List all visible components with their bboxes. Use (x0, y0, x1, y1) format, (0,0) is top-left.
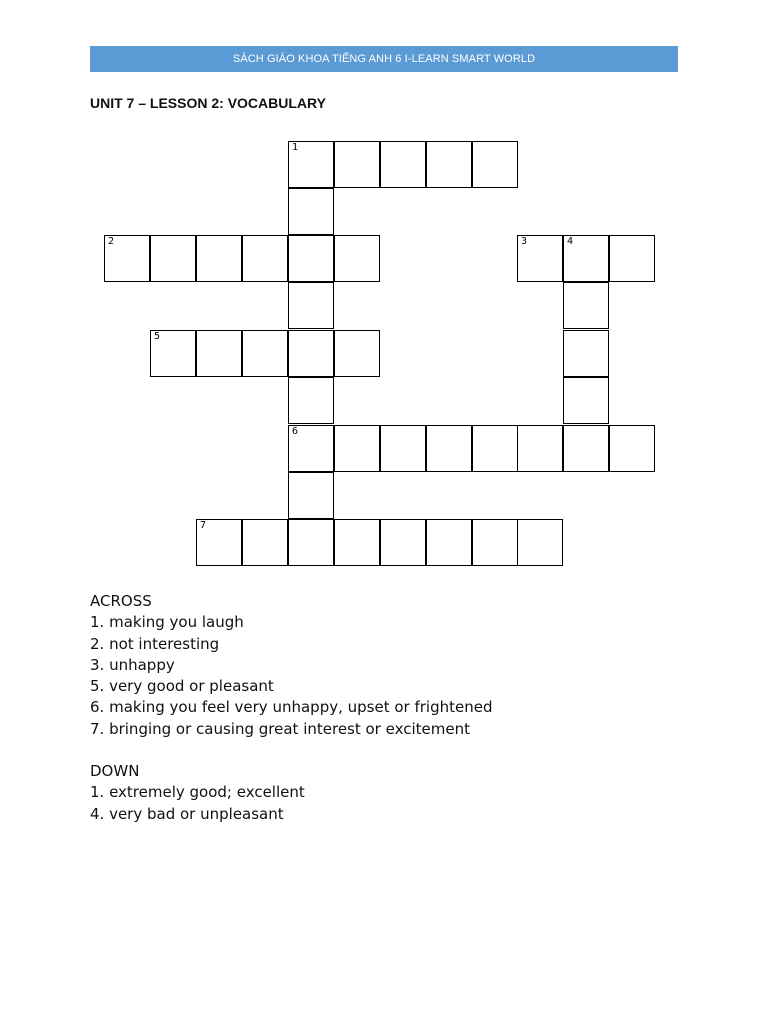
crossword-cell[interactable] (196, 330, 242, 377)
crossword-cell[interactable] (517, 425, 563, 472)
crossword-cell[interactable] (104, 235, 150, 282)
crossword-cell[interactable] (334, 330, 380, 377)
crossword-cell[interactable] (242, 519, 288, 566)
crossword-cell[interactable] (563, 377, 609, 424)
across-clue: 7. bringing or causing great interest or excitement (90, 719, 470, 738)
clue-number: 4 (567, 236, 574, 247)
crossword-cell[interactable] (563, 330, 609, 377)
across-heading: ACROSS (90, 592, 152, 610)
across-clue: 5. very good or pleasant (90, 677, 274, 696)
crossword-cell[interactable] (380, 141, 426, 188)
lesson-title: UNIT 7 – LESSON 2: VOCABULARY (90, 95, 326, 111)
down-heading: DOWN (90, 762, 140, 781)
across-clue: 1. making you laugh (90, 613, 244, 632)
clue-number: 5 (154, 331, 161, 342)
down-clue: 4. very bad or unpleasant (90, 804, 284, 823)
crossword-cell[interactable] (380, 519, 426, 566)
crossword-cell[interactable] (150, 330, 196, 377)
spacer (90, 740, 492, 761)
crossword-cell[interactable] (426, 519, 472, 566)
crossword-cell[interactable] (426, 425, 472, 472)
crossword-cell[interactable] (288, 282, 334, 329)
crossword-cell[interactable] (288, 472, 334, 519)
clue-number: 2 (108, 236, 115, 247)
crossword-cell[interactable] (196, 519, 242, 566)
crossword-cell[interactable] (517, 519, 563, 566)
crossword-cell[interactable] (517, 235, 563, 282)
clue-number: 6 (292, 426, 299, 437)
crossword-cell[interactable] (609, 425, 655, 472)
crossword-cell[interactable] (150, 235, 196, 282)
across-clue: 3. unhappy (90, 655, 175, 674)
crossword-cell[interactable] (563, 282, 609, 329)
crossword-cell[interactable] (196, 235, 242, 282)
crossword-cell[interactable] (288, 235, 334, 282)
down-clue: 1. extremely good; excellent (90, 783, 305, 802)
crossword-cell[interactable] (288, 377, 334, 424)
crossword-cell[interactable] (472, 141, 518, 188)
crossword-cell[interactable] (334, 519, 380, 566)
clue-number: 3 (521, 236, 528, 247)
across-clue: 6. making you feel very unhappy, upset or frightened (90, 698, 493, 717)
clues-section (90, 591, 492, 825)
crossword-cell[interactable] (242, 330, 288, 377)
crossword-cell[interactable] (288, 141, 334, 188)
crossword-cell[interactable] (334, 141, 380, 188)
crossword-cell[interactable] (380, 425, 426, 472)
clue-number: 1 (292, 142, 299, 153)
crossword-cell[interactable] (472, 425, 518, 472)
crossword-cell[interactable] (609, 235, 655, 282)
crossword-cell[interactable] (242, 235, 288, 282)
crossword-cell[interactable] (288, 188, 334, 235)
crossword-cell[interactable] (288, 519, 334, 566)
header-banner: SÁCH GIÁO KHOA TIẾNG ANH 6 I-LEARN SMART WORLD (90, 46, 678, 72)
crossword-cell[interactable] (563, 235, 609, 282)
crossword-cell[interactable] (426, 141, 472, 188)
crossword-cell[interactable] (288, 425, 334, 472)
crossword-cell[interactable] (288, 330, 334, 377)
crossword-cell[interactable] (472, 519, 518, 566)
across-clue: 2. not interesting (90, 634, 220, 653)
crossword-cell[interactable] (334, 425, 380, 472)
crossword-cell[interactable] (334, 235, 380, 282)
clue-number: 7 (200, 520, 207, 531)
crossword-cell[interactable] (563, 425, 609, 472)
